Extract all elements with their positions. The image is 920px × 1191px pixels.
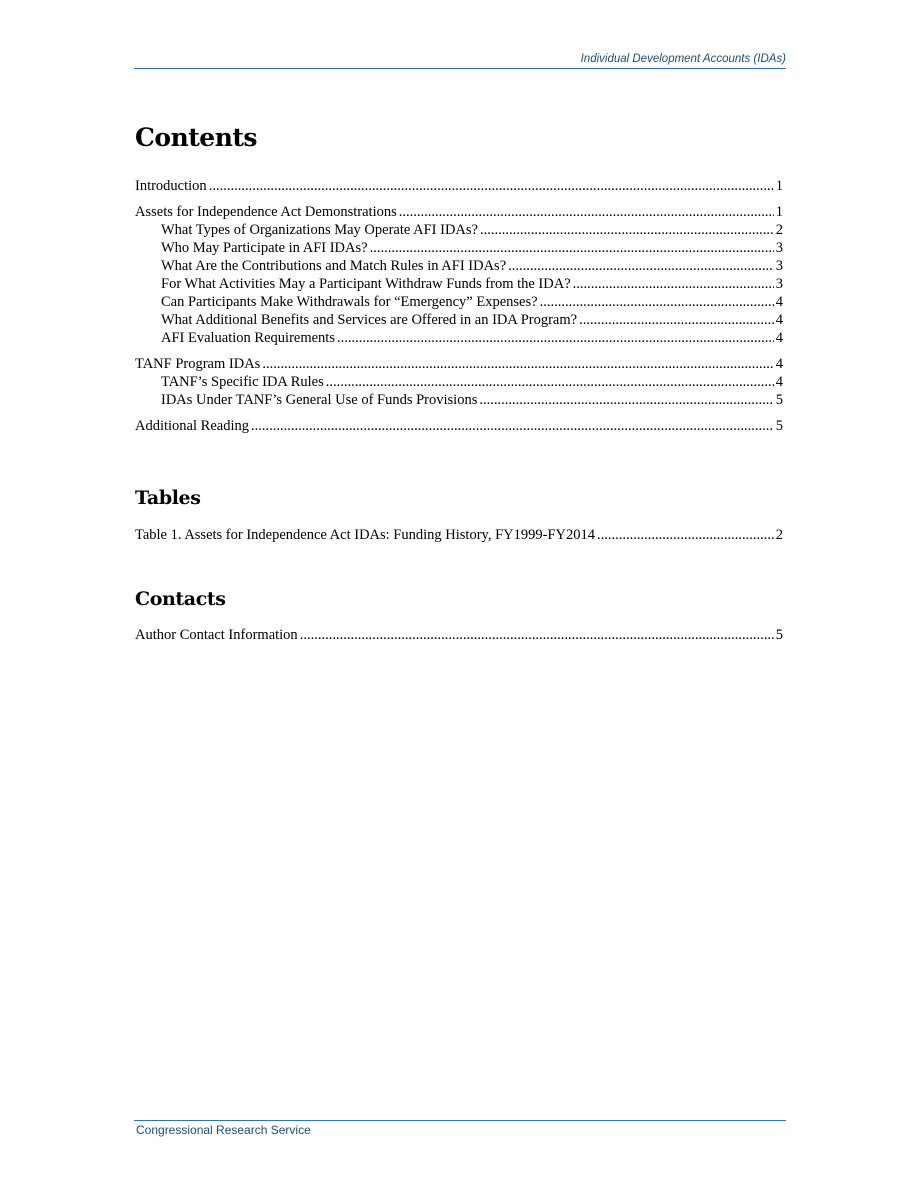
dot-leader	[337, 329, 774, 347]
toc-entry-title: For What Activities May a Participant Withdraw Funds from the IDA?	[161, 276, 571, 292]
toc-entry-title: TANF’s Specific IDA Rules	[161, 374, 324, 390]
toc-entry-page-number: 2	[775, 527, 783, 543]
contacts-heading: Contacts	[135, 588, 226, 610]
toc-entry-title: Can Participants Make Withdrawals for “Emergency” Expenses?	[161, 294, 538, 310]
contents-list	[135, 177, 783, 435]
toc-entry-page-number: 2	[775, 222, 783, 238]
toc-entry-page-number: 4	[775, 374, 783, 390]
tables-heading: Tables	[135, 487, 201, 509]
toc-entry[interactable]	[135, 203, 783, 221]
toc-entry[interactable]	[135, 355, 783, 373]
toc-entry[interactable]	[135, 391, 783, 409]
toc-entry-title: Additional Reading	[135, 418, 249, 434]
toc-entry[interactable]	[135, 329, 783, 347]
toc-entry-page-number: 5	[775, 392, 783, 408]
toc-entry-page-number: 4	[775, 330, 783, 346]
toc-entry[interactable]	[135, 239, 783, 257]
dot-leader	[480, 221, 774, 239]
toc-entry[interactable]	[135, 293, 783, 311]
toc-entry[interactable]	[135, 311, 783, 329]
dot-leader	[479, 391, 773, 409]
tables-list	[135, 526, 783, 544]
dot-leader	[370, 239, 774, 257]
toc-entry-title: Table 1. Assets for Independence Act IDAs: Funding History, FY1999-FY2014	[135, 527, 595, 543]
dot-leader	[300, 626, 774, 644]
toc-entry-title: Who May Participate in AFI IDAs?	[161, 240, 368, 256]
toc-entry-title: Assets for Independence Act Demonstrations	[135, 204, 397, 220]
dot-leader	[209, 177, 774, 195]
running-header: Individual Development Accounts (IDAs)	[580, 53, 786, 65]
toc-entry[interactable]	[135, 177, 783, 195]
running-footer: Congressional Research Service	[136, 1123, 311, 1137]
contacts-list	[135, 626, 783, 644]
toc-entry[interactable]	[135, 373, 783, 391]
toc-entry[interactable]	[135, 275, 783, 293]
dot-leader	[597, 526, 774, 544]
toc-entry-page-number: 4	[775, 356, 783, 372]
footer-divider	[134, 1120, 786, 1121]
toc-entry-title: IDAs Under TANF’s General Use of Funds Provisions	[161, 392, 478, 408]
toc-entry-page-number: 3	[775, 276, 783, 292]
toc-entry-title: Introduction	[135, 178, 207, 194]
toc-entry-page-number: 1	[775, 204, 783, 220]
dot-leader	[326, 373, 774, 391]
toc-entry[interactable]	[135, 257, 783, 275]
toc-entry-page-number: 5	[775, 627, 783, 643]
toc-entry-page-number: 3	[775, 258, 783, 274]
toc-entry-page-number: 1	[775, 178, 783, 194]
dot-leader	[579, 311, 774, 329]
header-divider	[134, 68, 786, 69]
toc-entry-page-number: 4	[775, 294, 783, 310]
dot-leader	[540, 293, 774, 311]
dot-leader	[573, 275, 774, 293]
dot-leader	[262, 355, 773, 373]
toc-entry[interactable]	[135, 417, 783, 435]
toc-entry-title: Author Contact Information	[135, 627, 298, 643]
toc-entry-title: What Are the Contributions and Match Rules in AFI IDAs?	[161, 258, 507, 274]
toc-entry-title: What Additional Benefits and Services are Offered in an IDA Program?	[161, 312, 578, 328]
toc-entry[interactable]	[135, 626, 783, 644]
contents-heading: Contents	[135, 123, 258, 152]
toc-entry[interactable]	[135, 526, 783, 544]
toc-entry-title: TANF Program IDAs	[135, 356, 261, 372]
toc-entry-page-number: 3	[775, 240, 783, 256]
dot-leader	[508, 257, 774, 275]
toc-entry-page-number: 5	[775, 418, 783, 434]
toc-entry[interactable]	[135, 221, 783, 239]
toc-entry-title: AFI Evaluation Requirements	[161, 330, 335, 346]
toc-entry-title: What Types of Organizations May Operate AFI IDAs?	[161, 222, 478, 238]
toc-entry-page-number: 4	[775, 312, 783, 328]
dot-leader	[251, 417, 774, 435]
dot-leader	[399, 203, 774, 221]
